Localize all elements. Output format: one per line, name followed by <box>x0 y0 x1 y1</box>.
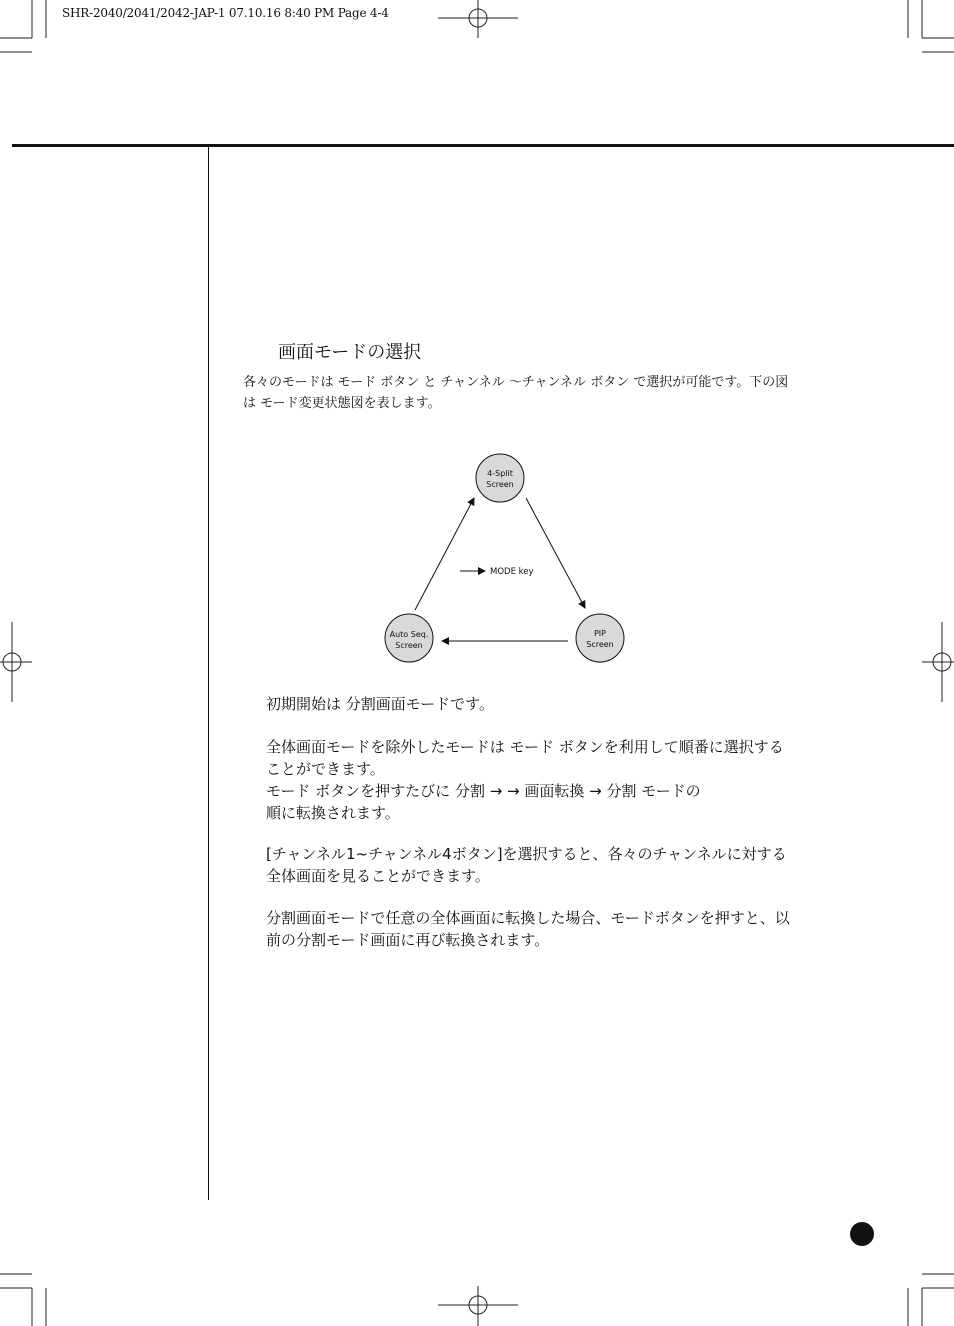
paragraph-line: 分割画面モードで任意の全体画面に転換した場合、モードボタンを押すと、以 <box>266 909 790 927</box>
paragraph-line: モード ボタンを押すたびに 分割 → → 画面転換 → 分割 モードの <box>266 782 701 800</box>
paragraph-line: 全体画面モードを除外したモードは モード ボタンを利用して順番に選択する <box>266 738 784 756</box>
page-marker-dot <box>850 1222 874 1246</box>
side-rule <box>208 147 209 1200</box>
top-rule <box>12 144 954 147</box>
node-auto-seq-screen <box>385 614 433 662</box>
paragraph-line: 順に転換されます。 <box>266 804 400 822</box>
node-pip-label-2: Screen <box>586 640 614 649</box>
edge-split-to-pip <box>526 498 585 608</box>
paragraph-mode-cycle <box>266 736 826 824</box>
mode-state-diagram <box>370 448 640 668</box>
edge-auto-to-split <box>415 498 474 610</box>
section-title: 画面モードの選択 <box>278 342 422 363</box>
node-auto-seq-label-1: Auto Seq. <box>389 630 429 639</box>
node-4-split-screen <box>476 454 524 502</box>
node-auto-seq-label-2: Screen <box>395 641 423 650</box>
paragraph-line: [チャンネル1~チャンネル4ボタン]を選択すると、各々のチャンネルに対する <box>266 845 787 863</box>
paragraph-line: ことができます。 <box>266 760 385 778</box>
intro-text <box>243 372 823 414</box>
node-pip-screen <box>576 614 624 662</box>
paragraph-line: 初期開始は 分割画面モードです。 <box>266 695 494 713</box>
node-pip-label-1: PIP <box>593 629 607 638</box>
paragraph-channel-buttons <box>266 843 826 887</box>
node-4-split-label-2: Screen <box>486 480 514 489</box>
node-4-split-label-1: 4-Split <box>487 469 513 478</box>
print-header-meta: SHR-2040/2041/2042-JAP-1 07.10.16 8:40 PM Page 4-4 <box>62 6 389 20</box>
legend-label: MODE key <box>490 567 534 577</box>
paragraph-initial-mode <box>266 693 826 715</box>
paragraph-line: 前の分割モード画面に再び転換されます。 <box>266 931 550 949</box>
paragraph-return-split <box>266 907 826 951</box>
intro-line-1: 各々のモードは モード ボタン と チャンネル ～チャンネル ボタン で選択が可能です。下の図 <box>243 375 789 390</box>
paragraph-line: 全体画面を見ることができます。 <box>266 867 490 885</box>
intro-line-2: は モード変更状態図を表します。 <box>243 396 441 411</box>
